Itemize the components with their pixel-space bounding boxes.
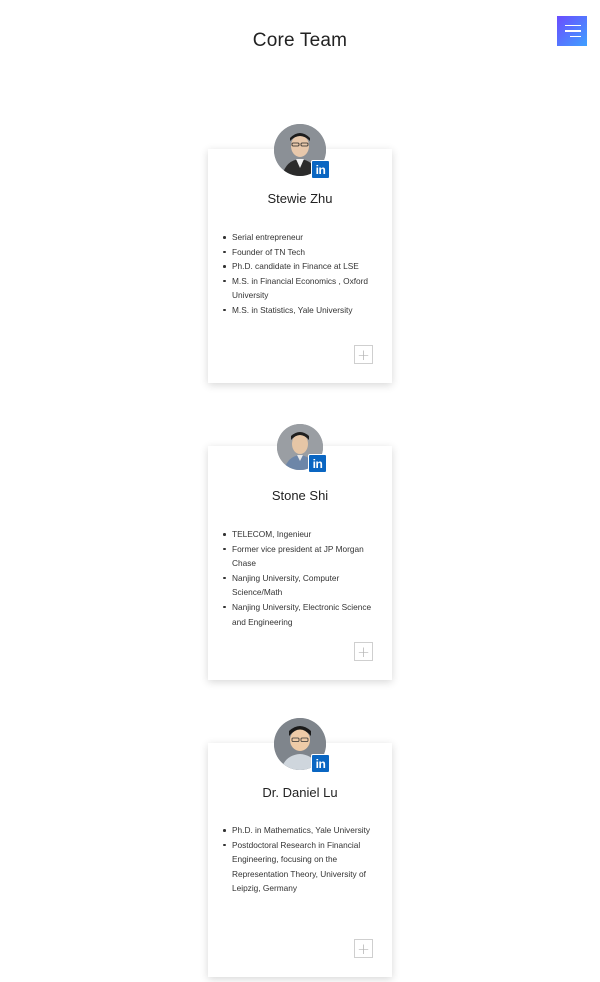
page-title: Core Team (252, 30, 348, 51)
menu-button[interactable] (557, 16, 587, 46)
bio-item: Postdoctoral Research in Financial Engineering, focusing on the Representation Theory, University of Leipzig, Germany (232, 838, 380, 896)
member-name: Dr. Daniel Lu (262, 785, 338, 800)
bio-item: Nanjing University, Computer Science/Math (232, 571, 380, 600)
team-member-card (208, 149, 392, 383)
avatar-container (274, 718, 326, 770)
member-bio-list (232, 230, 380, 318)
bio-item: Serial entrepreneur (232, 230, 380, 245)
expand-button[interactable]: + (354, 642, 373, 661)
bio-item: M.S. in Financial Economics , Oxford University (232, 274, 380, 303)
linkedin-icon[interactable]: in (311, 160, 330, 179)
linkedin-icon[interactable]: in (308, 454, 327, 473)
member-bio-list (232, 527, 380, 629)
team-member-card (208, 743, 392, 977)
avatar-container (277, 424, 323, 470)
bio-item: Founder of TN Tech (232, 245, 380, 260)
linkedin-icon[interactable]: in (311, 754, 330, 773)
member-name: Stewie Zhu (267, 191, 333, 206)
member-name: Stone Shi (271, 488, 329, 503)
bio-item: TELECOM, Ingenieur (232, 527, 380, 542)
bio-item: Nanjing University, Electronic Science and Engineering (232, 600, 380, 629)
bio-item: Ph.D. candidate in Finance at LSE (232, 259, 380, 274)
bio-item: Ph.D. in Mathematics, Yale University (232, 823, 380, 838)
bio-item: Former vice president at JP Morgan Chase (232, 542, 380, 571)
expand-button[interactable]: + (354, 939, 373, 958)
expand-button[interactable]: + (354, 345, 373, 364)
hamburger-icon (565, 25, 581, 27)
avatar-container (274, 124, 326, 176)
bio-item: M.S. in Statistics, Yale University (232, 303, 380, 318)
team-member-card (208, 446, 392, 680)
member-bio-list (232, 823, 380, 896)
